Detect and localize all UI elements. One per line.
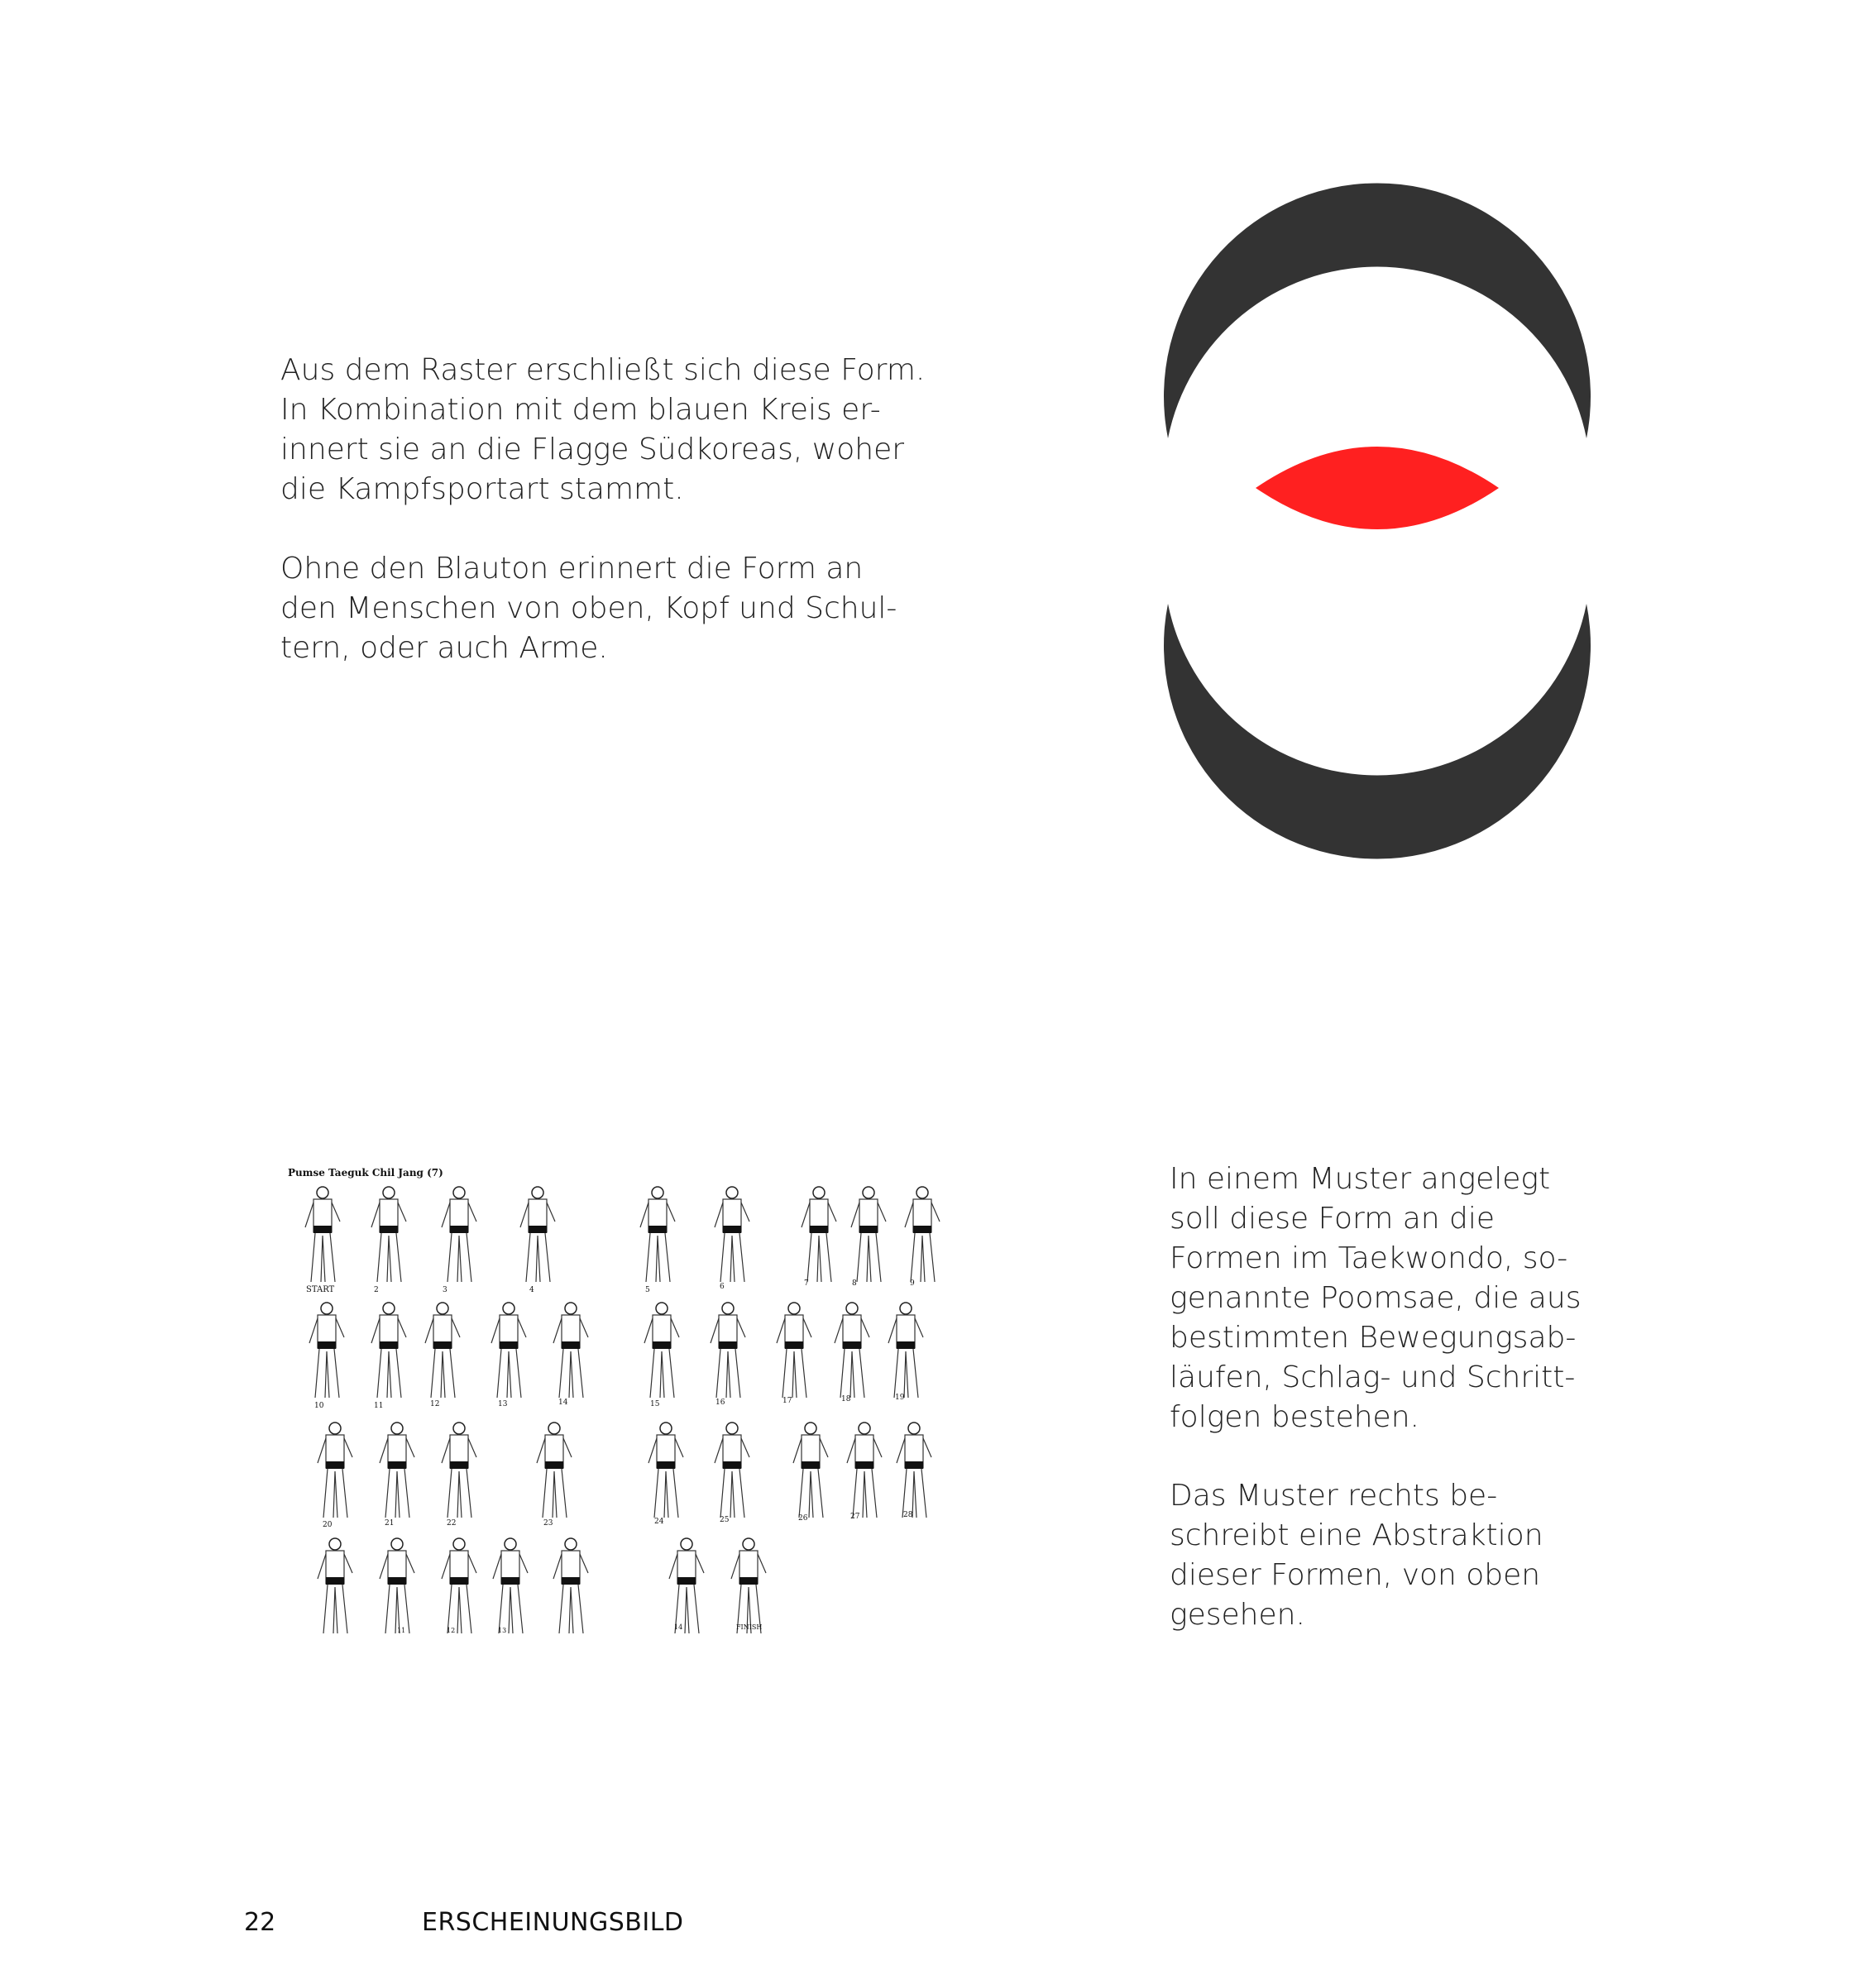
martial-arts-figure bbox=[731, 1538, 766, 1633]
martial-arts-figure bbox=[305, 1187, 340, 1282]
text-line: genannte Poomsae, die aus bbox=[1170, 1281, 1582, 1315]
step-label: 11 bbox=[374, 1402, 384, 1410]
step-label: 14 bbox=[558, 1399, 568, 1407]
step-label: 5 bbox=[645, 1286, 650, 1294]
martial-arts-figure bbox=[835, 1303, 869, 1398]
step-label: 2 bbox=[374, 1286, 379, 1294]
text-line: tern, oder auch Arme. bbox=[280, 631, 608, 665]
text-line: soll diese Form an die bbox=[1170, 1202, 1496, 1236]
bottom-crescent bbox=[1164, 604, 1591, 859]
red-lens bbox=[1256, 447, 1499, 529]
martial-arts-figure bbox=[318, 1538, 352, 1633]
step-label: 13 bbox=[498, 1627, 507, 1634]
martial-arts-figure bbox=[553, 1303, 588, 1398]
martial-arts-figure bbox=[711, 1303, 745, 1398]
step-label: 27 bbox=[850, 1513, 860, 1521]
taegeuk-abstract-symbol bbox=[1158, 165, 1605, 877]
text-line: Ohne den Blauton erinnert die Form an bbox=[280, 552, 864, 586]
martial-arts-figure bbox=[777, 1303, 811, 1398]
step-label: 13 bbox=[498, 1400, 508, 1408]
second-paragraph bbox=[280, 549, 897, 668]
step-label: FINISH bbox=[736, 1623, 763, 1631]
martial-arts-figure bbox=[309, 1303, 344, 1398]
step-label: 17 bbox=[782, 1397, 792, 1405]
text-line: Aus dem Raster erschließt sich diese Form. bbox=[280, 353, 926, 387]
step-label: 26 bbox=[798, 1514, 808, 1523]
martial-arts-figure bbox=[425, 1303, 460, 1398]
text-line: bestimmten Bewegungsab- bbox=[1170, 1321, 1577, 1355]
page-number: 22 bbox=[244, 1908, 276, 1937]
martial-arts-figure bbox=[905, 1187, 940, 1282]
step-label: 6 bbox=[720, 1283, 725, 1291]
step-label: 20 bbox=[323, 1521, 333, 1529]
text-line: folgen bestehen. bbox=[1170, 1400, 1419, 1434]
martial-arts-figure bbox=[715, 1423, 749, 1518]
step-label: 22 bbox=[447, 1519, 457, 1528]
martial-arts-figure bbox=[493, 1538, 528, 1633]
step-label: 7 bbox=[804, 1279, 809, 1288]
step-label: 15 bbox=[650, 1400, 660, 1408]
martial-arts-figure bbox=[644, 1303, 679, 1398]
step-label: 24 bbox=[654, 1518, 664, 1526]
poomsae-diagram bbox=[281, 1160, 943, 1639]
martial-arts-figure bbox=[371, 1187, 406, 1282]
martial-arts-figure bbox=[847, 1423, 882, 1518]
text-line: Das Muster rechts be- bbox=[1170, 1479, 1498, 1513]
martial-arts-figure bbox=[380, 1423, 414, 1518]
text-line: die Kampfsportart stammt. bbox=[280, 472, 684, 506]
text-line: gesehen. bbox=[1170, 1598, 1305, 1632]
step-label: 11 bbox=[397, 1627, 406, 1634]
martial-arts-figure bbox=[888, 1303, 923, 1398]
poomsae-paragraph bbox=[1170, 1160, 1581, 1437]
figure-group bbox=[305, 1187, 940, 1633]
text-line: den Menschen von oben, Kopf und Schul- bbox=[280, 591, 897, 625]
martial-arts-figure bbox=[380, 1538, 414, 1633]
step-label: 25 bbox=[720, 1516, 730, 1524]
intro-paragraph bbox=[280, 351, 925, 509]
step-label: START bbox=[306, 1285, 335, 1294]
text-line: läufen, Schlag- und Schritt- bbox=[1170, 1360, 1576, 1394]
martial-arts-figure bbox=[491, 1303, 526, 1398]
martial-arts-figure bbox=[520, 1187, 555, 1282]
top-crescent bbox=[1164, 183, 1591, 438]
martial-arts-figure bbox=[851, 1187, 886, 1282]
step-label: 18 bbox=[841, 1395, 851, 1403]
step-label: 14 bbox=[674, 1623, 683, 1631]
martial-arts-figure bbox=[537, 1423, 572, 1518]
step-label: 12 bbox=[447, 1627, 456, 1634]
step-label: 4 bbox=[529, 1286, 534, 1294]
pattern-paragraph bbox=[1170, 1476, 1543, 1635]
martial-arts-figure bbox=[793, 1423, 828, 1518]
step-label: 10 bbox=[314, 1402, 324, 1410]
martial-arts-figure bbox=[669, 1538, 704, 1633]
martial-arts-figure bbox=[802, 1187, 836, 1282]
step-label: 23 bbox=[543, 1519, 553, 1528]
step-label: 19 bbox=[895, 1394, 905, 1402]
section-title: ERSCHEINUNGSBILD bbox=[422, 1908, 684, 1937]
text-line: innert sie an die Flagge Südkoreas, woher bbox=[280, 433, 905, 466]
diagram-title: Pumse Taeguk Chil Jang (7) bbox=[288, 1167, 443, 1179]
text-line: dieser Formen, von oben bbox=[1170, 1558, 1541, 1592]
martial-arts-figure bbox=[553, 1538, 588, 1633]
step-label: 16 bbox=[715, 1399, 725, 1407]
martial-arts-figure bbox=[442, 1423, 476, 1518]
martial-arts-figure bbox=[442, 1187, 476, 1282]
martial-arts-figure bbox=[442, 1538, 476, 1633]
step-label: 28 bbox=[903, 1511, 913, 1519]
martial-arts-figure bbox=[648, 1423, 683, 1518]
text-line: In einem Muster angelegt bbox=[1170, 1162, 1551, 1196]
step-label: 12 bbox=[430, 1400, 440, 1408]
martial-arts-figure bbox=[371, 1303, 406, 1398]
step-label: 21 bbox=[385, 1519, 395, 1528]
step-label: 9 bbox=[910, 1279, 915, 1288]
text-line: Formen im Taekwondo, so- bbox=[1170, 1241, 1568, 1275]
martial-arts-figure bbox=[318, 1423, 352, 1518]
step-label: 8 bbox=[852, 1279, 857, 1288]
step-label: 3 bbox=[443, 1286, 447, 1294]
text-line: schreibt eine Abstraktion bbox=[1170, 1518, 1543, 1552]
martial-arts-figure bbox=[640, 1187, 675, 1282]
martial-arts-figure bbox=[897, 1423, 931, 1518]
text-line: In Kombination mit dem blauen Kreis er- bbox=[280, 393, 881, 427]
martial-arts-figure bbox=[715, 1187, 749, 1282]
